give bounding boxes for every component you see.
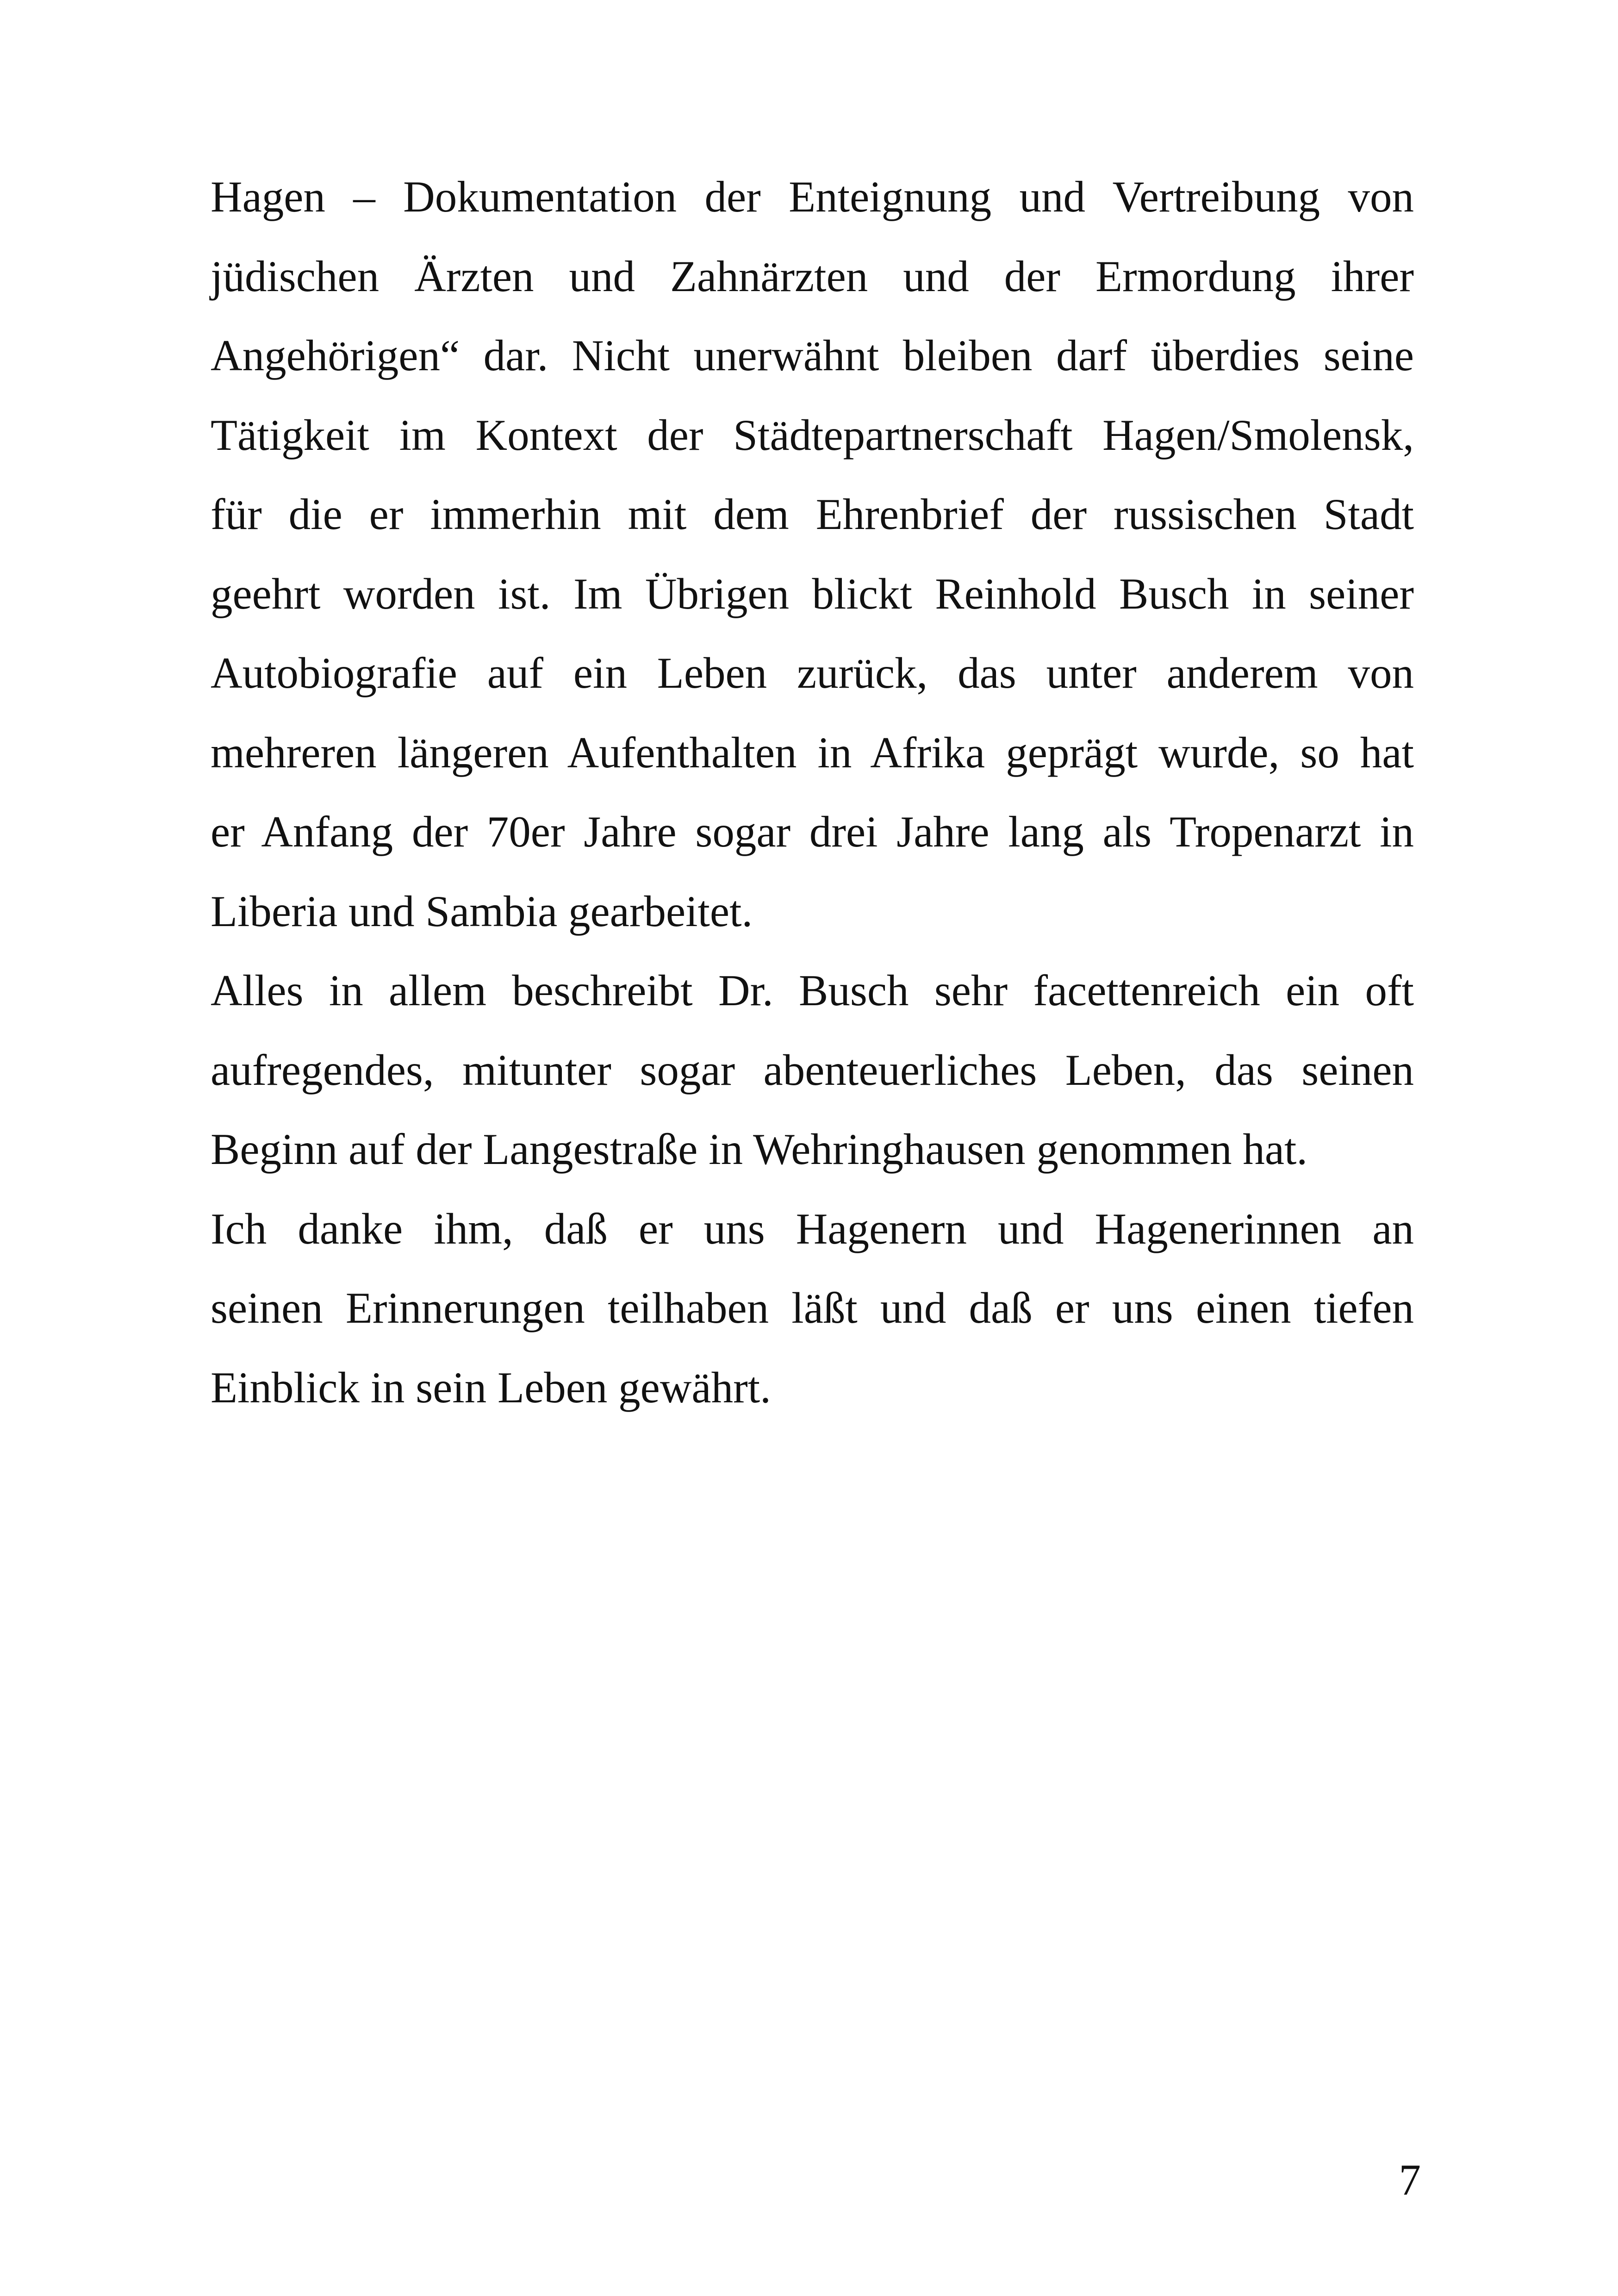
body-text xyxy=(211,157,1414,1427)
text-line: Tätigkeit im Kontext der Städtepartnerschaft Hagen/Smolensk, xyxy=(211,410,1414,460)
text-line: Angehörigen“ dar. Nicht unerwähnt bleiben darf überdies seine xyxy=(211,331,1414,380)
text-line: seinen Erinnerungen teilhaben läßt und daß er uns einen tiefen xyxy=(211,1283,1414,1332)
text-line: geehrt worden ist. Im Übrigen blickt Reinhold Busch in seiner xyxy=(211,569,1414,618)
paragraph-2 xyxy=(211,951,1414,1189)
text-line: Alles in allem beschreibt Dr. Busch sehr facettenreich ein oft xyxy=(211,966,1414,1015)
text-line: Autobiografie auf ein Leben zurück, das unter anderem von xyxy=(211,648,1414,697)
paragraph-3 xyxy=(211,1189,1414,1428)
text-line: Liberia und Sambia gearbeitet. xyxy=(211,886,753,936)
text-line: er Anfang der 70er Jahre sogar drei Jahre lang als Tropenarzt in xyxy=(211,807,1414,856)
text-line: aufregendes, mitunter sogar abenteuerliches Leben, das seinen xyxy=(211,1045,1414,1095)
text-line: Ich danke ihm, daß er uns Hagenern und Hagenerinnen an xyxy=(211,1204,1414,1253)
text-line: jüdischen Ärzten und Zahnärzten und der Ermordung ihrer xyxy=(211,251,1414,301)
text-line: für die er immerhin mit dem Ehrenbrief der russischen Stadt xyxy=(211,490,1414,539)
text-line: Einblick in sein Leben gewährt. xyxy=(211,1363,771,1412)
page-number: 7 xyxy=(1399,2155,1421,2204)
text-line: Beginn auf der Langestraße in Wehringhausen genommen hat. xyxy=(211,1125,1308,1174)
paragraph-1 xyxy=(211,157,1414,951)
text-line: mehreren längeren Aufenthalten in Afrika geprägt wurde, so hat xyxy=(211,728,1414,777)
text-line: Hagen – Dokumentation der Enteignung und Vertreibung von xyxy=(211,172,1414,221)
